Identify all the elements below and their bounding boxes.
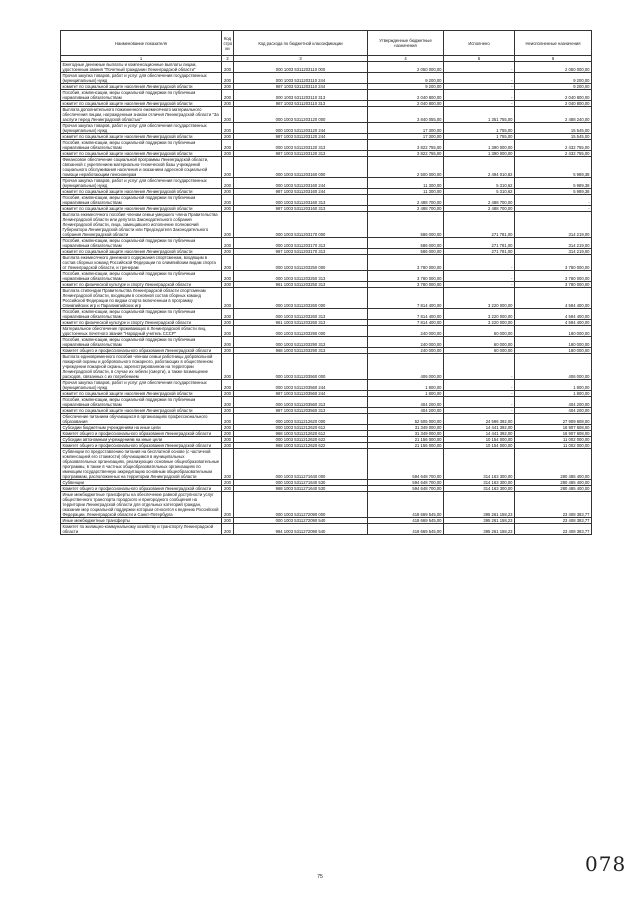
row-approved: 3 780 000,00	[368, 255, 444, 271]
row-executed: 395 261 158,23	[444, 518, 515, 524]
row-approved: 31 349 000,00	[368, 425, 444, 431]
row-line-code: 200	[222, 518, 234, 524]
row-executed: 3 220 000,00	[444, 309, 515, 320]
row-line-code: 200	[222, 326, 234, 337]
row-unexecuted: 1 800,00	[515, 380, 592, 391]
row-line-code: 200	[222, 151, 234, 157]
row-budget-code: 000 1003 5311203160 000	[234, 157, 368, 178]
row-approved: 3 822 755,00	[368, 140, 444, 151]
row-approved: 2 050 000,00	[368, 62, 444, 73]
row-approved: 586 000,00	[368, 249, 444, 255]
row-unexecuted: 5 989,38	[515, 189, 592, 195]
row-approved: 7 814 400,00	[368, 309, 444, 320]
row-executed: 60 000,00	[444, 326, 515, 337]
row-executed: -	[444, 391, 515, 397]
row-unexecuted: 15 545,00	[515, 123, 592, 134]
row-name: Прочая закупка товаров, работ и услуг для обеспечения государственных (муниципальных) нужд	[61, 178, 222, 189]
row-line-code: 200	[222, 157, 234, 178]
table-row	[61, 157, 592, 178]
row-executed: 314 163 300,00	[444, 480, 515, 486]
row-line-code: 200	[222, 195, 234, 206]
row-approved: 240 000,00	[368, 337, 444, 348]
row-budget-code: 987 1003 5311203110 244	[234, 84, 368, 90]
table-row	[61, 238, 592, 249]
row-line-code: 200	[222, 271, 234, 282]
row-unexecuted: -	[515, 195, 592, 206]
row-budget-code: 000 1003 5311203250 313	[234, 271, 368, 282]
table-row	[61, 62, 592, 73]
row-name: Пособия, компенсации, меры социальной поддержки по публичным нормативным обязательствам	[61, 271, 222, 282]
row-executed: -	[444, 62, 515, 73]
row-unexecuted: 280 485 400,00	[515, 449, 592, 480]
row-line-code: 200	[222, 249, 234, 255]
row-budget-code: 000 1003 5311203110 000	[234, 62, 368, 73]
row-name: комитет по социальной защите населения Ленинградской области	[61, 408, 222, 414]
row-executed: 1 755,00	[444, 123, 515, 134]
row-name: комитет по физической культуре и спорту Ленинградской области	[61, 320, 222, 326]
row-budget-code: 000 1003 5311203260 313	[234, 309, 368, 320]
row-unexecuted: 2 040 800,00	[515, 90, 592, 101]
row-budget-code: 000 1003 5311212620 612	[234, 425, 368, 431]
row-unexecuted: 2 488 240,00	[515, 107, 592, 123]
row-name: Пособия, компенсации, меры социальной поддержки по публичным нормативным обязательствам	[61, 309, 222, 320]
row-unexecuted: 3 780 000,00	[515, 271, 592, 282]
row-unexecuted: 11 002 000,00	[515, 443, 592, 449]
row-line-code: 200	[222, 431, 234, 437]
row-unexecuted: 2 040 800,00	[515, 101, 592, 107]
row-approved: 9 200,00	[368, 84, 444, 90]
row-approved: 52 505 000,00	[368, 414, 444, 425]
row-budget-code: 000 1003 5311203170 000	[234, 212, 368, 238]
row-line-code: 200	[222, 492, 234, 518]
row-executed: 271 781,00	[444, 238, 515, 249]
row-approved: 7 814 400,00	[368, 320, 444, 326]
row-unexecuted: 16 907 608,00	[515, 425, 592, 431]
row-unexecuted: 3 780 000,00	[515, 282, 592, 288]
header-approved: Утвержденные бюджетные назначения	[368, 31, 444, 56]
row-line-code: 200	[222, 348, 234, 354]
table-row	[61, 380, 592, 391]
row-approved: 3 780 000,00	[368, 271, 444, 282]
row-name: Выплата ежемесячного пособия членам семьи умершего члена Правительства Ленинградской области или депутата Законодательного собрания Ленинградской области, лица, замещавшего исполнение полномочий Губернатора Ленинградской области или Председателя Законодательного собрания Ленинградской области	[61, 212, 222, 238]
row-line-code: 200	[222, 282, 234, 288]
row-budget-code: 000 1003 5311212620 000	[234, 414, 368, 425]
row-line-code: 200	[222, 84, 234, 90]
row-approved: 594 648 700,00	[368, 480, 444, 486]
header-budget-code: Код расхода по бюджетной классификации	[234, 31, 368, 56]
row-budget-code: 968 1003 5311212620 622	[234, 443, 368, 449]
row-unexecuted: 9 200,00	[515, 84, 592, 90]
row-executed: 1 755,00	[444, 134, 515, 140]
row-budget-code: 987 1003 5311203120 313	[234, 151, 368, 157]
row-name: комитет по социальной защите населения Ленинградской области	[61, 206, 222, 212]
row-approved: 418 669 545,00	[368, 524, 444, 535]
row-budget-code: 987 1003 5311203560 244	[234, 391, 368, 397]
row-name: Ежегодные денежные выплаты и компенсационные выплаты лицам, удостоенным звания "Почетный гражданин Ленинградской области"	[61, 62, 222, 73]
row-approved: 404 200,00	[368, 408, 444, 414]
row-executed: 1 351 755,00	[444, 107, 515, 123]
row-executed: 3 220 000,00	[444, 288, 515, 309]
row-executed: 10 154 000,00	[444, 437, 515, 443]
row-executed: 271 781,00	[444, 212, 515, 238]
row-name: комитет по социальной защите населения Ленинградской области	[61, 249, 222, 255]
row-name: комитет по социальной защите населения Ленинградской области	[61, 134, 222, 140]
row-unexecuted: 15 545,00	[515, 134, 592, 140]
row-executed: -	[444, 282, 515, 288]
table-row	[61, 397, 592, 408]
row-line-code: 200	[222, 238, 234, 249]
row-line-code: 200	[222, 73, 234, 84]
row-line-code: 200	[222, 380, 234, 391]
row-executed: -	[444, 90, 515, 101]
row-name: Субвенции по предоставлению питания на бесплатной основе (с частичной компенсацией его стоимости) обучающимся в муниципальных образовательных организациях, реализующих основные общеобразовательные программы, в также в частных общеобразовательных организациях по имеющим государственную аккредитацию основным общеобразовательным программам, расположенных на территории Ленинградской области	[61, 449, 222, 480]
row-name: Пособия, компенсации, меры социальной поддержки по публичным нормативным обязательствам	[61, 90, 222, 101]
row-name: Прочая закупка товаров, работ и услуг для обеспечения государственных (муниципальных) нужд	[61, 73, 222, 84]
row-line-code: 200	[222, 309, 234, 320]
row-budget-code: 000 1003 5311203120 313	[234, 140, 368, 151]
row-line-code: 200	[222, 288, 234, 309]
table-row	[61, 140, 592, 151]
row-unexecuted: 406 000,00	[515, 354, 592, 380]
row-approved: 17 300,00	[368, 123, 444, 134]
row-name: Субсидии бюджетным учреждениям на иные цели	[61, 425, 222, 431]
row-line-code: 200	[222, 397, 234, 408]
row-budget-code: 987 1003 5311203110 313	[234, 101, 368, 107]
row-line-code: 200	[222, 320, 234, 326]
row-budget-code: 968 1003 5311212620 612	[234, 431, 368, 437]
row-budget-code: 987 1003 5311203170 313	[234, 249, 368, 255]
row-name: комитет по социальной защите населения Ленинградской области	[61, 189, 222, 195]
row-line-code: 200	[222, 337, 234, 348]
row-executed: 395 261 158,23	[444, 492, 515, 518]
row-executed: 60 000,00	[444, 337, 515, 348]
row-executed: -	[444, 354, 515, 380]
row-executed: 314 163 300,00	[444, 486, 515, 492]
row-name: Субсидии автономным учреждениям на иные цели	[61, 437, 222, 443]
row-name: Финансовое обеспечение социальной программы Ленинградской области, связанной с укреплением материально-технической базы учреждений социального обслуживания населения и оказанием адресной социальной помощи неработающим пенсионерам	[61, 157, 222, 178]
header-name: Наименование показателя	[61, 31, 222, 56]
table-row	[61, 524, 592, 535]
row-unexecuted: 180 000,00	[515, 348, 592, 354]
row-budget-code: 000 1003 5311271640 530	[234, 480, 368, 486]
row-unexecuted: -	[515, 206, 592, 212]
row-line-code: 200	[222, 391, 234, 397]
row-executed: -	[444, 397, 515, 408]
row-name: Выплата стипендии Правительства Ленинградской области спортсменам Ленинградской области, входящим в основной состав сборных команд Российской Федерации по видам спорта включенным в программу Олимпийских игр и Паралимпийских игр	[61, 288, 222, 309]
row-budget-code: 000 1003 5311272090 540	[234, 518, 368, 524]
row-name: Субвенции	[61, 480, 222, 486]
row-unexecuted: 2 432 755,00	[515, 151, 592, 157]
row-executed: 271 781,00	[444, 249, 515, 255]
row-unexecuted: 404 200,00	[515, 408, 592, 414]
row-line-code: 200	[222, 414, 234, 425]
row-name: Выплата ежемесячного денежного содержания спортсменам, входящим в состав сборных команд Российской Федерации по олимпийским видам спорта от Ленинградской области, и тренерам	[61, 255, 222, 271]
stamp-number: 078	[585, 852, 627, 876]
table-header-row	[61, 31, 592, 56]
row-unexecuted: 2 432 755,00	[515, 140, 592, 151]
row-unexecuted: 1 800,00	[515, 391, 592, 397]
row-name: Пособия, компенсации, меры социальной поддержки по публичным нормативным обязательствам	[61, 238, 222, 249]
budget-report-page	[60, 30, 591, 535]
row-approved: 21 156 000,00	[368, 437, 444, 443]
row-approved: 406 000,00	[368, 354, 444, 380]
row-executed: 2 488 700,00	[444, 195, 515, 206]
table-row	[61, 255, 592, 271]
table-row	[61, 449, 592, 480]
row-line-code: 200	[222, 189, 234, 195]
column-number: 1	[61, 56, 222, 62]
row-executed: -	[444, 408, 515, 414]
row-approved: 1 800,00	[368, 380, 444, 391]
row-budget-code: 984 1003 5311272090 540	[234, 524, 368, 535]
table-row	[61, 195, 592, 206]
row-approved: 7 814 400,00	[368, 288, 444, 309]
row-executed: -	[444, 84, 515, 90]
row-approved: 418 669 545,00	[368, 518, 444, 524]
table-row	[61, 414, 592, 425]
row-line-code: 200	[222, 425, 234, 431]
row-line-code: 200	[222, 123, 234, 134]
row-unexecuted: 5 989,38	[515, 157, 592, 178]
row-unexecuted: 5 989,38	[515, 178, 592, 189]
row-budget-code: 000 1003 5311203120 000	[234, 107, 368, 123]
row-line-code: 200	[222, 178, 234, 189]
row-name: Материальное обеспечение проживающих в Ленинградской области лиц, удостоенных почетного звания "Народный учитель СССР"	[61, 326, 222, 337]
row-unexecuted: 16 907 608,00	[515, 431, 592, 437]
row-approved: 2 040 800,00	[368, 90, 444, 101]
table-row	[61, 178, 592, 189]
row-executed: 395 261 158,23	[444, 524, 515, 535]
row-executed: -	[444, 101, 515, 107]
row-approved: 1 800,00	[368, 391, 444, 397]
row-approved: 3 840 055,00	[368, 107, 444, 123]
row-name: Иные межбюджетные трансферты	[61, 518, 222, 524]
row-line-code: 200	[222, 443, 234, 449]
column-number: 4	[368, 56, 444, 62]
row-line-code: 200	[222, 107, 234, 123]
row-executed: 24 596 392,00	[444, 414, 515, 425]
budget-execution-table	[60, 30, 592, 535]
row-approved: 586 000,00	[368, 212, 444, 238]
row-unexecuted: 180 000,00	[515, 326, 592, 337]
row-approved: 418 669 545,00	[368, 492, 444, 518]
row-unexecuted: 180 000,00	[515, 337, 592, 348]
row-line-code: 200	[222, 437, 234, 443]
row-approved: 9 200,00	[368, 73, 444, 84]
row-line-code: 200	[222, 206, 234, 212]
row-name: комитет по социальной защите населения Ленинградской области	[61, 101, 222, 107]
row-unexecuted: 4 594 400,00	[515, 288, 592, 309]
row-executed: -	[444, 73, 515, 84]
row-name: комитет по социальной защите населения Ленинградской области	[61, 151, 222, 157]
row-line-code: 200	[222, 101, 234, 107]
row-budget-code: 000 1003 5311203170 313	[234, 238, 368, 249]
row-approved: 21 156 000,00	[368, 443, 444, 449]
row-line-code: 200	[222, 62, 234, 73]
row-unexecuted: 9 200,00	[515, 73, 592, 84]
row-unexecuted: 280 485 400,00	[515, 486, 592, 492]
row-budget-code: 987 1003 5311203120 244	[234, 134, 368, 140]
row-budget-code: 000 1003 5311203160 244	[234, 178, 368, 189]
row-line-code: 200	[222, 408, 234, 414]
row-unexecuted: 23 408 383,77	[515, 492, 592, 518]
row-name: Иные межбюджетные трансферты на обеспечение равной доступности услуг общественного транспорта городского и пригородного сообщения на территории Ленинградской области для отдельных категорий граждан, оказание мер социальной поддержки которым относится к ведению Российской Федерации, Ленинградской области и Санкт-Петербурга	[61, 492, 222, 518]
row-unexecuted: 4 594 400,00	[515, 320, 592, 326]
table-row	[61, 90, 592, 101]
row-budget-code: 961 1003 5311203260 313	[234, 320, 368, 326]
table-row	[61, 354, 592, 380]
row-budget-code: 000 1003 5311203160 313	[234, 195, 368, 206]
row-budget-code: 000 1003 5311203260 000	[234, 288, 368, 309]
header-line-code: Код стро ки	[222, 31, 234, 56]
row-approved: 3 822 755,00	[368, 151, 444, 157]
row-unexecuted: 2 050 000,00	[515, 62, 592, 73]
row-unexecuted: 11 002 000,00	[515, 437, 592, 443]
row-unexecuted: 23 408 383,77	[515, 518, 592, 524]
row-executed: 3 220 000,00	[444, 320, 515, 326]
row-approved: 2 040 800,00	[368, 101, 444, 107]
row-budget-code: 987 1003 5311203160 313	[234, 206, 368, 212]
row-unexecuted: 23 408 383,77	[515, 524, 592, 535]
column-number: 6	[515, 56, 592, 62]
row-approved: 404 200,00	[368, 397, 444, 408]
row-line-code: 200	[222, 524, 234, 535]
row-name: Пособия, компенсации, меры социальной поддержки по публичным нормативным обязательствам	[61, 397, 222, 408]
row-budget-code: 000 1003 5311203290 000	[234, 326, 368, 337]
row-line-code: 200	[222, 354, 234, 380]
row-budget-code: 000 1003 5311203560 244	[234, 380, 368, 391]
row-name: комитет по физической культуре и спорту Ленинградской области	[61, 282, 222, 288]
row-name: Пособия, компенсации, меры социальной поддержки по публичным нормативным обязательствам	[61, 140, 222, 151]
row-name: Прочая закупка товаров, работ и услуг для обеспечения государственных (муниципальных) нужд	[61, 123, 222, 134]
row-budget-code: 961 1003 5311203250 313	[234, 282, 368, 288]
row-executed: -	[444, 255, 515, 271]
row-line-code: 200	[222, 90, 234, 101]
row-executed: 10 154 000,00	[444, 443, 515, 449]
column-number: 3	[234, 56, 368, 62]
row-name: комитет по социальной защите населения Ленинградской области	[61, 84, 222, 90]
row-approved: 2 488 700,00	[368, 195, 444, 206]
row-executed: -	[444, 271, 515, 282]
row-budget-code: 000 1003 5311203250 000	[234, 255, 368, 271]
row-line-code: 200	[222, 255, 234, 271]
header-executed: Исполнено	[444, 31, 515, 56]
row-budget-code: 968 1003 5311203290 313	[234, 348, 368, 354]
row-executed: 2 494 010,82	[444, 157, 515, 178]
row-budget-code: 000 1003 5311203560 000	[234, 354, 368, 380]
row-executed: 14 441 392,00	[444, 431, 515, 437]
header-unexecuted: Неисполненные назначения	[515, 31, 592, 56]
row-name: Комитет общего и профессионального образования Ленинградской области	[61, 348, 222, 354]
row-budget-code: 000 1003 5311203560 313	[234, 397, 368, 408]
row-approved: 2 488 700,00	[368, 206, 444, 212]
row-name: Комитет общего и профессионального образования Ленинградской области	[61, 486, 222, 492]
row-name: Выплата дополнительного пожизненного ежемесячного материального обеспечения лицам, награжденным знаком отличия Ленинградской области "За заслуги перед Ленинградской областью"	[61, 107, 222, 123]
row-line-code: 200	[222, 134, 234, 140]
table-row	[61, 492, 592, 518]
row-executed: 1 390 000,00	[444, 151, 515, 157]
table-row	[61, 73, 592, 84]
row-approved: 31 349 000,00	[368, 431, 444, 437]
row-name: Пособия, компенсации, меры социальной поддержки по публичным нормативным обязательствам	[61, 337, 222, 348]
row-budget-code: 968 1003 5311271640 530	[234, 486, 368, 492]
row-budget-code: 987 1003 5311203560 313	[234, 408, 368, 414]
row-budget-code: 000 1003 5311203290 313	[234, 337, 368, 348]
row-approved: 17 300,00	[368, 134, 444, 140]
row-name: Пособия, компенсации, меры социальной поддержки по публичным нормативным обязательствам	[61, 195, 222, 206]
row-executed: 14 441 392,00	[444, 425, 515, 431]
table-row	[61, 107, 592, 123]
row-name: Комитет по жилищно-коммунальному хозяйству и транспорту Ленинградской области	[61, 524, 222, 535]
row-budget-code: 000 1003 5311203110 313	[234, 90, 368, 101]
row-unexecuted: 3 780 000,00	[515, 255, 592, 271]
row-budget-code: 000 1003 5311212620 622	[234, 437, 368, 443]
row-name: Обеспечение питанием обучающихся в организациях профессионального образования	[61, 414, 222, 425]
row-executed: -	[444, 380, 515, 391]
table-row	[61, 326, 592, 337]
table-row	[61, 309, 592, 320]
table-row	[61, 123, 592, 134]
row-name: комитет по социальной защите населения Ленинградской области	[61, 391, 222, 397]
row-approved: 240 000,00	[368, 348, 444, 354]
table-row	[61, 212, 592, 238]
row-name: Комитет общего и профессионального образования Ленинградской области	[61, 431, 222, 437]
row-executed: 1 390 000,00	[444, 140, 515, 151]
column-number: 5	[444, 56, 515, 62]
row-line-code: 200	[222, 140, 234, 151]
row-unexecuted: 314 219,00	[515, 249, 592, 255]
row-name: Комитет общего и профессионального образования Ленинградской области	[61, 443, 222, 449]
table-row	[61, 288, 592, 309]
row-line-code: 200	[222, 486, 234, 492]
row-name: Прочая закупка товаров, работ и услуг для обеспечения государственных (муниципальных) нужд	[61, 380, 222, 391]
row-approved: 2 500 000,00	[368, 157, 444, 178]
row-unexecuted: 314 219,00	[515, 238, 592, 249]
row-approved: 586 000,00	[368, 238, 444, 249]
row-executed: 2 488 700,00	[444, 206, 515, 212]
row-approved: 11 300,00	[368, 189, 444, 195]
row-approved: 594 648 700,00	[368, 486, 444, 492]
row-approved: 11 300,00	[368, 178, 444, 189]
row-executed: 60 000,00	[444, 348, 515, 354]
row-approved: 240 000,00	[368, 326, 444, 337]
row-line-code: 200	[222, 449, 234, 480]
row-budget-code: 000 1003 5311272090 000	[234, 492, 368, 518]
row-executed: 5 310,62	[444, 178, 515, 189]
row-unexecuted: 404 200,00	[515, 397, 592, 408]
table-row	[61, 271, 592, 282]
row-budget-code: 987 1003 5311203160 244	[234, 189, 368, 195]
row-budget-code: 000 1003 5311203120 244	[234, 123, 368, 134]
page-number: 75	[317, 874, 323, 880]
row-budget-code: 000 1003 5311271640 000	[234, 449, 368, 480]
row-unexecuted: 27 909 608,00	[515, 414, 592, 425]
row-unexecuted: 280 485 400,00	[515, 480, 592, 486]
column-number: 2	[222, 56, 234, 62]
row-unexecuted: 314 219,00	[515, 212, 592, 238]
row-approved: 3 780 000,00	[368, 282, 444, 288]
table-row	[61, 337, 592, 348]
row-budget-code: 000 1003 5311203110 244	[234, 73, 368, 84]
row-unexecuted: 4 594 400,00	[515, 309, 592, 320]
row-executed: 314 163 300,00	[444, 449, 515, 480]
row-line-code: 200	[222, 212, 234, 238]
row-approved: 594 648 700,00	[368, 449, 444, 480]
row-line-code: 200	[222, 480, 234, 486]
row-name: Выплата единовременного пособия членам семьи работницы добровольной пожарной охраны и добровольного пожарного, работающих в общественном учреждении пожарной охраны, зарегистрированном на территории Ленинградской области, в случае их гибели (смерти), а также возмещение расходов, связанных с их погребением	[61, 354, 222, 380]
row-executed: 5 310,62	[444, 189, 515, 195]
